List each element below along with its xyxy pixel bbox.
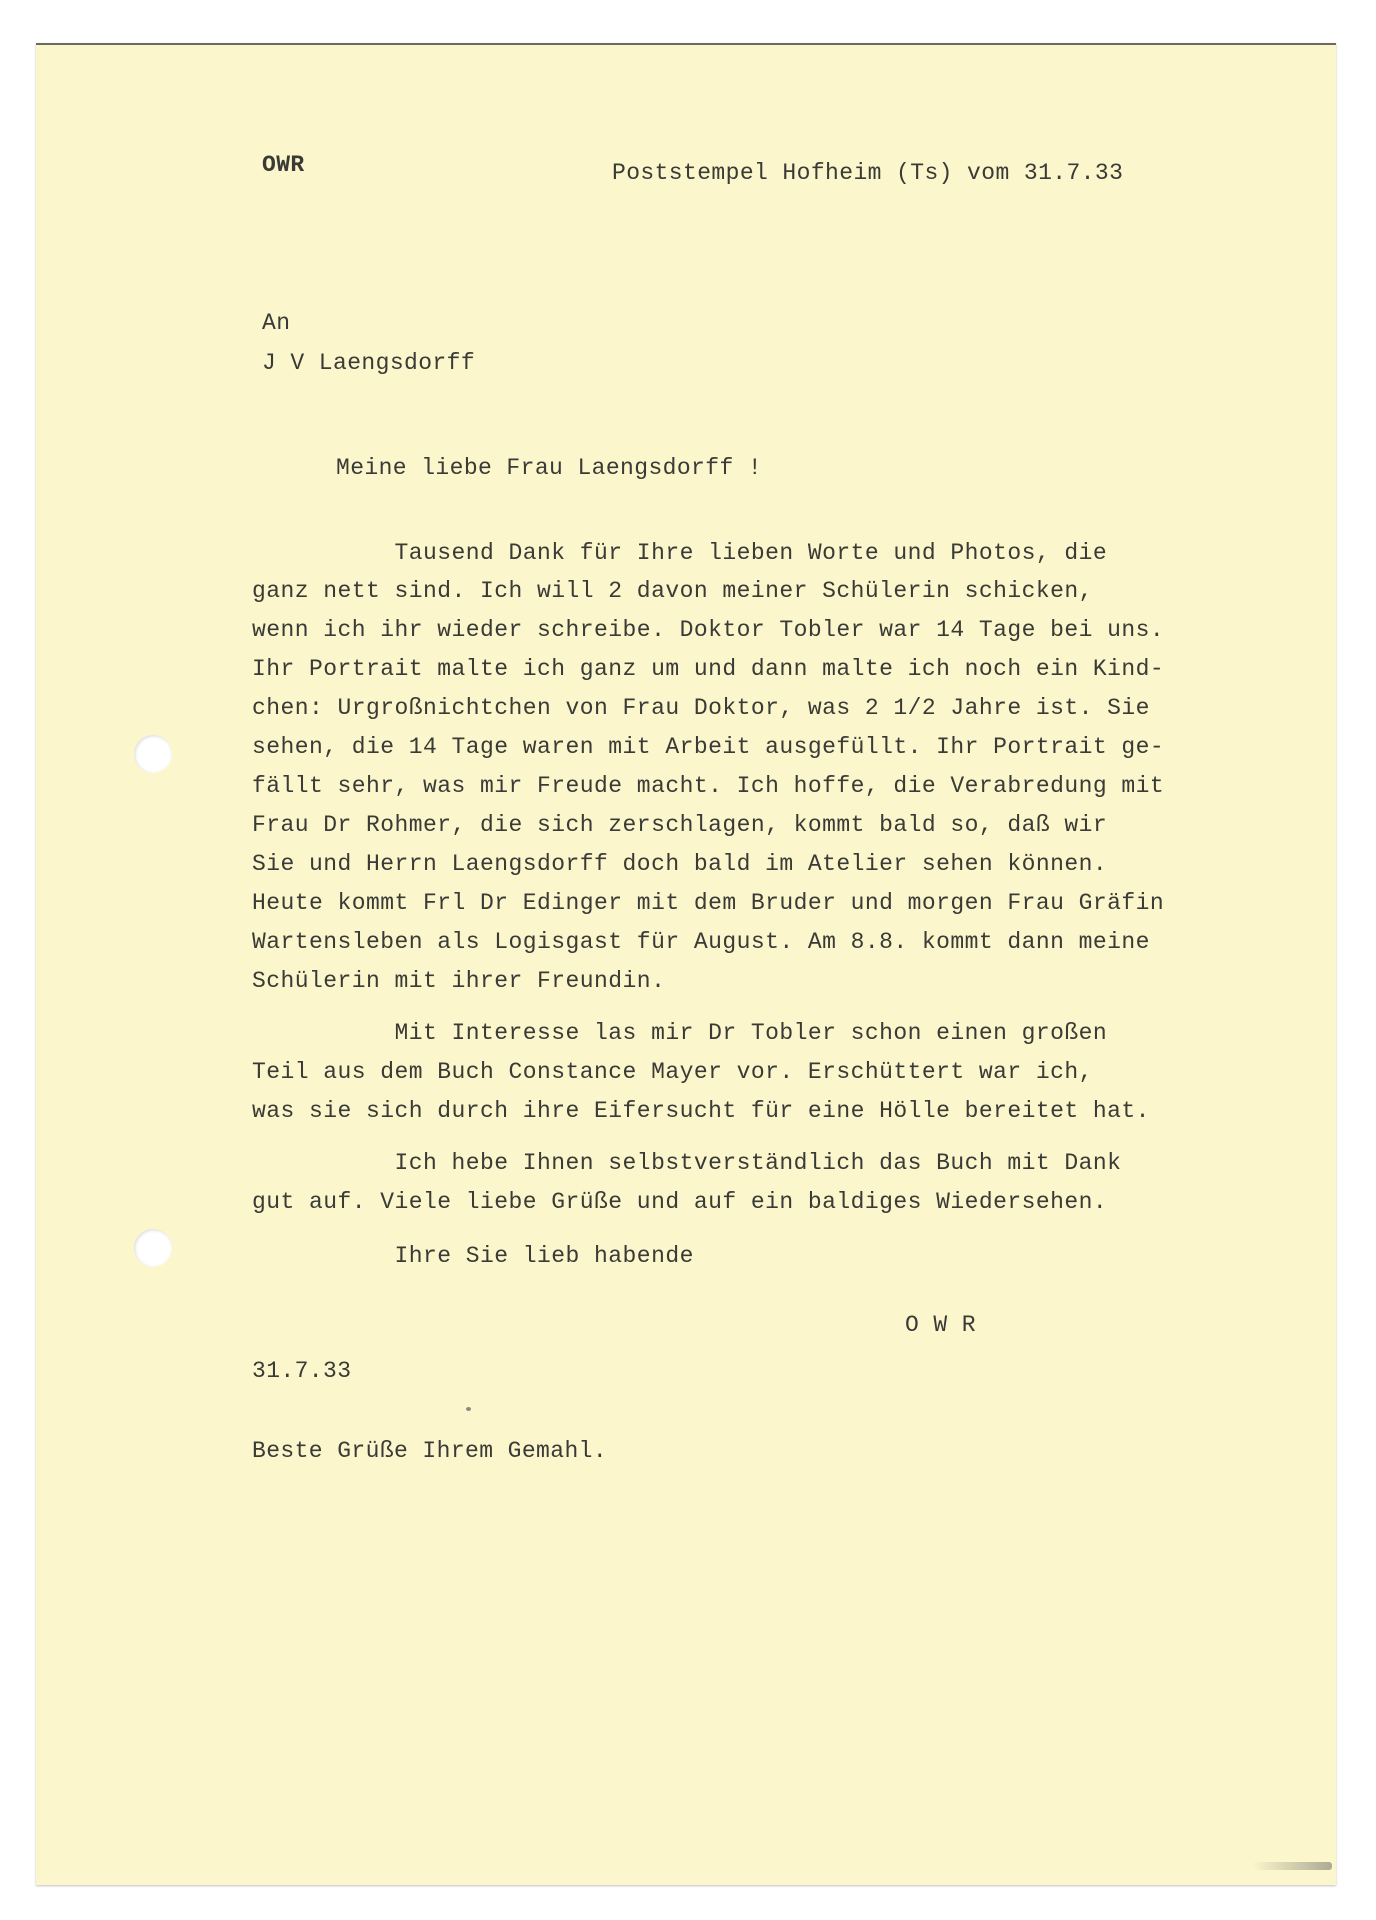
body-line: wenn ich ihr wieder schreibe. Doktor Tobler war 14 Tage bei uns. (252, 617, 1165, 643)
postmark-line: Poststempel Hofheim (Ts) vom 31.7.33 (612, 160, 1124, 186)
body-line: ganz nett sind. Ich will 2 davon meiner Schülerin schicken, (252, 578, 1093, 604)
recipient-prefix: An (262, 310, 291, 336)
body-line: Teil aus dem Buch Constance Mayer vor. Erschüttert war ich, (252, 1059, 1093, 1085)
closing-line: Ihre Sie lieb habende (252, 1243, 694, 1269)
body-line: Wartensleben als Logisgast für August. Am 8.8. kommt dann meine (252, 929, 1150, 955)
body-line: was sie sich durch ihre Eifersucht für eine Hölle bereitet hat. (252, 1098, 1150, 1124)
salutation: Meine liebe Frau Laengsdorff ! (336, 455, 763, 481)
sender-initials: OWR (262, 152, 305, 178)
body-line: Frau Dr Rohmer, die sich zerschlagen, kommt bald so, daß wir (252, 812, 1108, 838)
body-line: fällt sehr, was mir Freude macht. Ich hoffe, die Verabredung mit (252, 773, 1165, 799)
signature: O W R (905, 1312, 977, 1338)
letter-sheet (36, 43, 1336, 1885)
body-line: chen: Urgroßnichtchen von Frau Doktor, was 2 1/2 Jahre ist. Sie (252, 695, 1150, 721)
postscript: Beste Grüße Ihrem Gemahl. (252, 1438, 608, 1464)
body-line: Ich hebe Ihnen selbstverständlich das Buch mit Dank (252, 1150, 1122, 1176)
body-line: Sie und Herrn Laengsdorff doch bald im Atelier sehen können. (252, 851, 1108, 877)
body-line: gut auf. Viele liebe Grüße und auf ein baldiges Wiedersehen. (252, 1189, 1108, 1215)
letter-date: 31.7.33 (252, 1358, 352, 1384)
ink-speck (466, 1407, 471, 1411)
punch-hole (134, 1229, 172, 1267)
body-line: Schülerin mit ihrer Freundin. (252, 968, 666, 994)
body-line: Mit Interesse las mir Dr Tobler schon einen großen (252, 1020, 1108, 1046)
body-line: Ihr Portrait malte ich ganz um und dann malte ich noch ein Kind- (252, 656, 1165, 682)
paper-smudge (1252, 1862, 1332, 1870)
body-line: sehen, die 14 Tage waren mit Arbeit ausgefüllt. Ihr Portrait ge- (252, 734, 1165, 760)
body-line: Tausend Dank für Ihre lieben Worte und Photos, die (252, 540, 1108, 566)
punch-hole (134, 735, 172, 773)
body-line: Heute kommt Frl Dr Edinger mit dem Bruder und morgen Frau Gräfin (252, 890, 1165, 916)
recipient-name: J V Laengsdorff (262, 350, 476, 376)
